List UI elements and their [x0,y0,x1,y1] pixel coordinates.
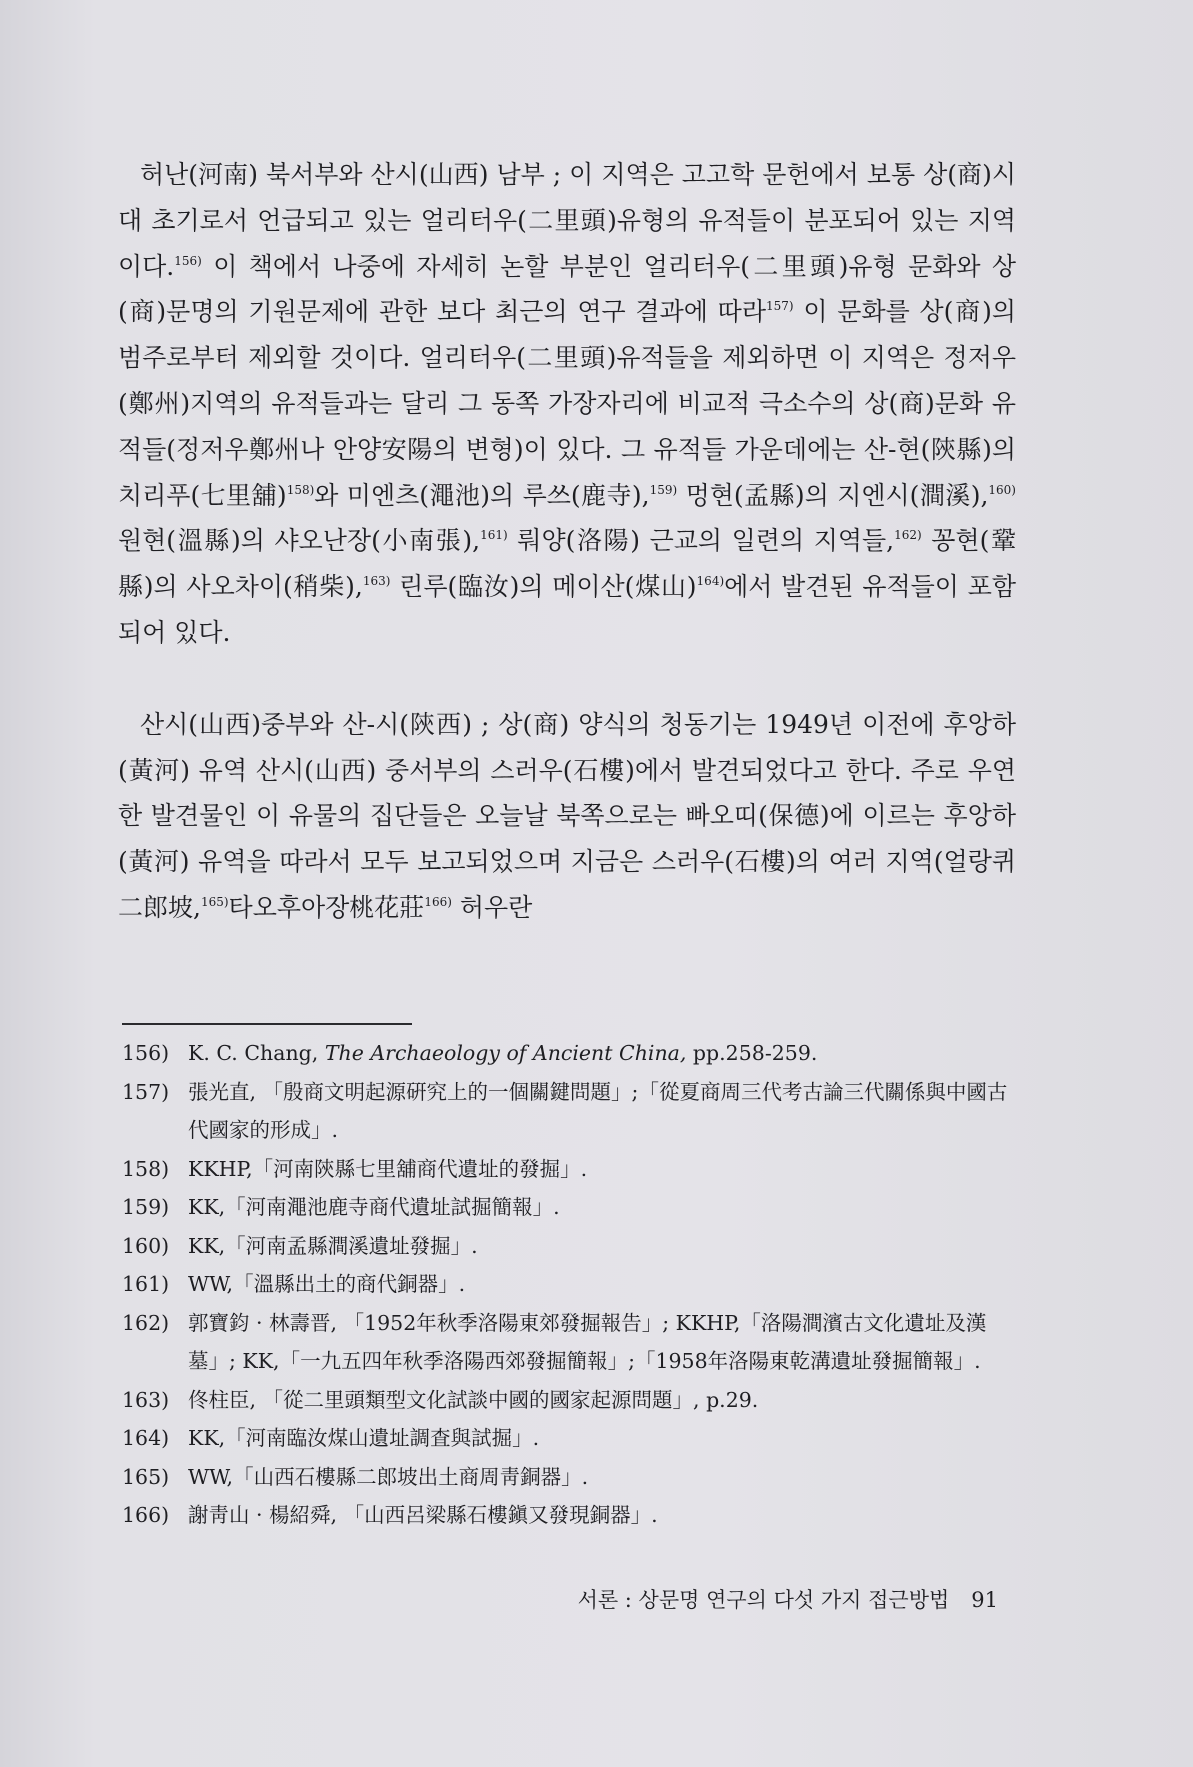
footnote-item [122,1419,1022,1458]
footnote-list [122,1034,1022,1535]
footnote-text: WW,「山西石樓縣二郎坡出土商周靑銅器」. [188,1464,589,1489]
footnote-text: 佟柱臣, 「從二里頭類型文化試談中國的國家起源問題」, p.29. [188,1387,759,1412]
footnote-text: KK,「河南臨汝煤山遺址調査與試掘」. [188,1426,540,1450]
footnote-item [122,1227,1022,1266]
footnote-text: 謝靑山 · 楊紹舜, 「山西呂梁縣石樓鎭又發現銅器」. [188,1503,658,1527]
text-run: 멍현(孟縣)의 지엔시(澗溪), [677,480,989,510]
footnote-text: KKHP,「河南陝縣七里舖商代遺址的發掘」. [188,1156,588,1181]
text-run: 타오후아장桃花莊 [228,892,425,922]
footnote-number: 162) [122,1310,170,1335]
footnote-item [122,1458,1022,1497]
footnote-ref: 165) [200,894,229,909]
footnote-text: 張光直, 「殷商文明起源硏究上的一個關鍵問題」;「從夏商周三代考古論三代關係與中國古代國家的形成」. [188,1079,1008,1142]
footnote-item [122,1034,1022,1073]
text-run: 원현(溫縣)의 샤오난장(小南張), [118,526,481,556]
text-run: 린루(臨汝)의 메이산(煤山) [390,572,697,602]
text-run: 이 문화를 상(商)의 범주로부터 제외할 것이다. 얼리터우(二里頭)유적들을 제외하면 이 지역은 정저우(鄭州)지역의 유적들과는 달리 그 동쪽 가장자리에 비교적 극소수의 상(商)문화 유적들(정저우鄭州나 안양安陽의 변형)이 있다. 그 유적들 가운데에는 산-현(陝縣)의 치리푸(七里舖) [118,297,1017,510]
footnote-pages: pp.258-259. [686,1041,818,1065]
footnote-text: KK,「河南孟縣澗溪遺址發掘」. [188,1233,478,1258]
footnote-author: K. C. Chang, [188,1041,325,1065]
footnote-number: 161) [122,1272,170,1296]
footnote-divider [122,1023,412,1025]
footnote-ref: 161) [480,528,508,543]
footnote-ref: 163) [362,574,391,589]
page-number: 91 [971,1588,998,1612]
text-run: 산시(山西)중부와 산-시(陝西) ; 상(商) 양식의 청동기는 1949년 이전에 후앙하(黃河) 유역 산시(山西) 중서부의 스러우(石樓)에서 발견되었다고 한다. 주로 우연한 발견물인 이 유물의 집단들은 오늘날 북쪽으로는 빠오띠(保德)에 이르는 후앙하(黃河) 유역을 따라서 모두 보고되었으며 지금은 스러우(石樓)의 여러 지역(얼랑퀴二郎坡, [118,709,1016,922]
footnote-ref: 162) [894,528,922,543]
footnote-item [122,1188,1022,1227]
footnote-item [122,1073,1022,1150]
footnote-text: WW,「溫縣出土的商代銅器」. [188,1272,466,1296]
text-run: 에서 발견된 유적들이 포함되어 있다. [118,572,1016,647]
footnote-ref: 156) [174,253,202,268]
footnote-ref: 166) [424,894,452,909]
footnote-ref: 160) [988,482,1016,497]
footnote-item [122,1381,1022,1420]
text-run: 뤄양(洛陽) 근교의 일련의 지역들, [507,526,895,556]
footnote-text [188,1034,1022,1073]
text-run: 이 책에서 나중에 자세히 논할 부분인 얼리터우(二里頭)유형 문화와 상(商)문명의 기원문제에 관한 보다 최근의 연구 결과에 따라 [118,251,1016,327]
footnote-number: 164) [122,1426,170,1450]
footnote-number: 163) [122,1387,170,1412]
footnote-text: KK,「河南澠池鹿寺商代遺址試掘簡報」. [188,1195,560,1219]
footnote-number: 158) [122,1156,170,1181]
footnote-item [122,1265,1022,1304]
page-footer [478,1584,998,1614]
running-title: 서론 : 상문명 연구의 다섯 가지 접근방법 [577,1588,950,1612]
footnote-number: 159) [122,1195,170,1219]
footnote-item [122,1496,1022,1535]
footnote-number: 165) [122,1464,170,1489]
footnote-number: 160) [122,1233,170,1258]
footnote-book-title: The Archaeology of Ancient China, [324,1041,687,1065]
footnote-number: 166) [122,1503,170,1527]
text-run: 꽁현(鞏縣)의 사오차이(稍柴), [118,526,1016,602]
main-text [118,152,1016,931]
text-run: 허우란 [451,892,533,922]
footnote-number: 156) [122,1041,170,1065]
footnote-ref: 157) [765,299,794,314]
text-run: 허난(河南) 북서부와 산시(山西) 남부 ; 이 지역은 고고학 문헌에서 보통 상(商)시대 초기로서 언급되고 있는 얼리터우(二里頭)유형의 유적들이 분포되어 있는 지역이다. [118,160,1016,281]
footnote-text: 郭寶鈞 · 林壽晋, 「1952年秋季洛陽東郊發掘報告」; KKHP,「洛陽澗濱古文化遺址及漢墓」; KK,「一九五四年秋季洛陽西郊發掘簡報」;「1958年洛陽東乾溝遺址發掘簡報」. [188,1310,987,1373]
footnote-number: 157) [122,1079,170,1104]
paragraph-henan [118,152,1016,656]
footnote-ref: 158) [286,482,315,497]
footnote-ref: 164) [696,574,725,589]
paragraph-shanxi [118,702,1016,931]
text-run: 와 미엔츠(澠池)의 루쓰(鹿寺), [314,480,650,510]
footnote-ref: 159) [649,482,678,497]
footnote-item [122,1150,1022,1189]
footnote-item [122,1304,1022,1381]
